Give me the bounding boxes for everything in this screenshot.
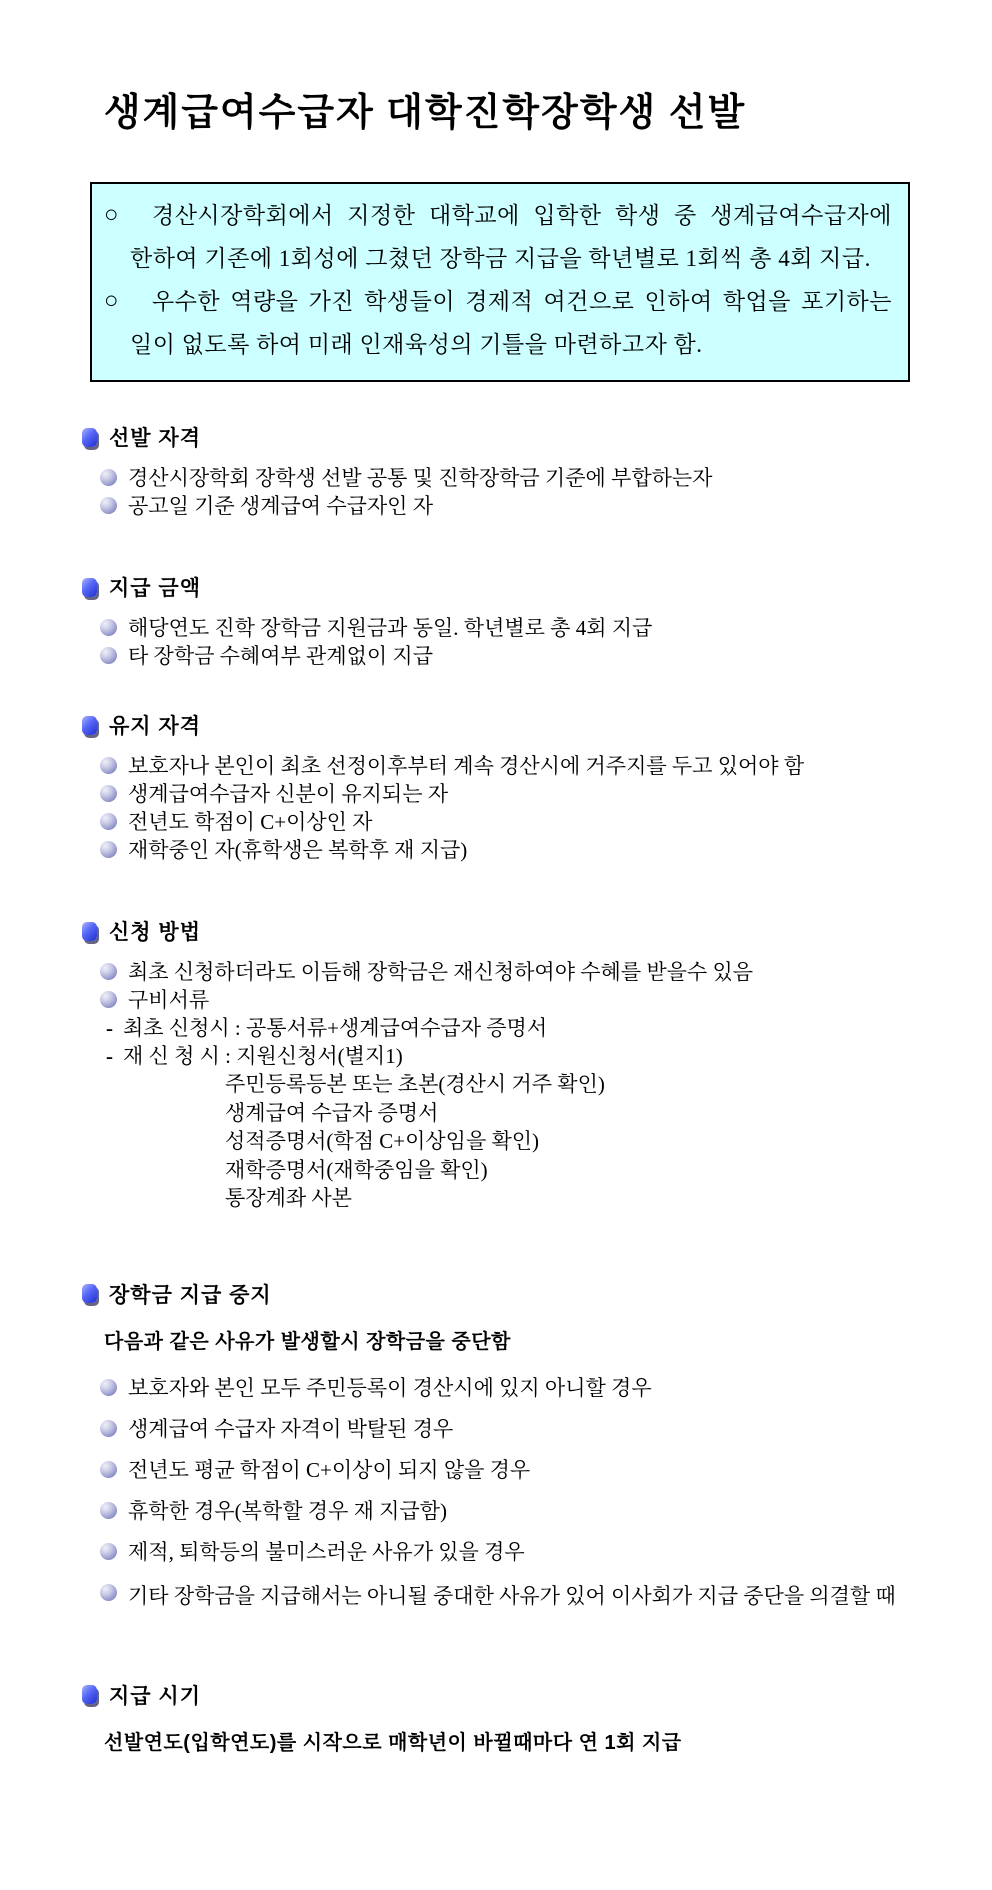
list-item-text: 재학중인 자(휴학생은 복학후 재 지급) [128,838,468,862]
list-item [100,780,910,808]
list-item-text: 생계급여수급자 신분이 유지되는 자 [128,782,449,806]
list-item [100,492,910,520]
sphere-bullet-icon [100,1461,117,1478]
section-application-method [90,916,910,1213]
list-item [100,1538,910,1566]
sphere-bullet-icon [100,469,117,486]
section-header [82,1680,910,1710]
section-title: 신청 방법 [109,921,201,944]
section-header [82,916,910,946]
sub-list-item [106,1042,910,1070]
section-title: 지급 시기 [109,1684,201,1708]
list-item [100,614,910,642]
section-title: 지급 금액 [109,577,201,600]
section-header [82,710,910,740]
sphere-bullet-icon [100,841,117,858]
section-title: 선발 자격 [109,427,201,450]
circle-bullet-icon: ○ [104,288,119,314]
list-item [100,1415,910,1443]
sub-list-item-text: 최초 신청시 : 공통서류+생계급여수급자 증명서 [123,1016,548,1040]
dash-icon: - [106,1016,113,1040]
attachment-line: 성적증명서(학점 C+이상임을 확인) [225,1129,540,1153]
list-item [100,836,910,864]
list-item-text: 최초 신청하더라도 이듬해 장학금은 재신청하여야 수혜를 받을수 있음 [128,960,754,984]
sphere-bullet-icon [100,785,117,802]
list-item-text: 보호자와 본인 모두 주민등록이 경산시에 있지 아니할 경우 [128,1375,652,1400]
section-payment-suspension [90,1279,910,1614]
attachment-line: 주민등록등본 또는 초본(경산시 거주 확인) [225,1072,605,1096]
section-square-icon [82,428,97,447]
list-item [100,1579,910,1614]
summary-highlight-box [90,182,910,382]
section-maintenance-eligibility [90,710,910,864]
section-title: 장학금 지급 중지 [109,1283,272,1307]
list-item [100,464,910,492]
dash-icon: - [106,1044,113,1068]
sphere-bullet-icon [100,619,117,636]
list-item-text: 기타 장학금을 지급해서는 아니될 중대한 사유가 있어 이사회가 지급 중단을 의결할 때 [128,1583,896,1608]
list-item [100,958,910,986]
section-header [82,572,910,602]
section-subtitle: 다음과 같은 사유가 발생할시 장학금을 중단함 [104,1330,511,1353]
section-payment-timing [90,1680,910,1755]
sphere-bullet-icon [100,647,117,664]
sphere-bullet-icon [100,1543,117,1560]
list-item-text: 해당연도 진학 장학금 지원금과 동일. 학년별로 총 4회 지급 [128,616,653,640]
sphere-bullet-icon [100,497,117,514]
page-title: 생계급여수급자 대학진학장학생 선발 [103,92,747,134]
circle-bullet-icon: ○ [104,202,119,228]
attachment-line: 생계급여 수급자 증명서 [225,1100,439,1125]
section-note: 선발연도(입학연도)를 시작으로 매학년이 바뀔때마다 연 1회 지급 [104,1731,682,1754]
section-square-icon [82,922,97,941]
list-item-text: 경산시장학회 장학생 선발 공통 및 진학장학금 기준에 부합하는자 [128,466,713,490]
sphere-bullet-icon [100,1584,117,1601]
sphere-bullet-icon [100,1379,117,1396]
sphere-bullet-icon [100,963,117,980]
list-item [100,808,910,836]
list-item [100,752,910,780]
section-header [82,422,910,452]
list-item-text: 보호자나 본인이 최초 선정이후부터 계속 경산시에 거주지를 두고 있어야 함 [128,754,805,778]
section-payment-amount [90,572,910,670]
sphere-bullet-icon [100,1420,117,1437]
sub-list-item [106,1014,910,1042]
section-square-icon [82,716,97,735]
list-item-text: 전년도 학점이 C+이상인 자 [128,810,373,834]
list-item [100,1374,910,1402]
sphere-bullet-icon [100,813,117,830]
intro-item [104,280,892,366]
list-item [100,1456,910,1484]
list-item-text: 휴학한 경우(복학할 경우 재 지급함) [128,1498,447,1523]
list-item-text: 전년도 평균 학점이 C+이상이 되지 않을 경우 [128,1457,531,1482]
attachment-line: 통장계좌 사본 [225,1186,352,1210]
list-item-text: 생계급여 수급자 자격이 박탈된 경우 [128,1416,454,1441]
intro-text: 우수한 역량을 가진 학생들이 경제적 여건으로 인하여 학업을 포기하는 일이 없도록 하여 미래 인재육성의 기틀을 마련하고자 함. [130,289,892,357]
section-title: 유지 자격 [109,715,201,738]
section-square-icon [82,1284,97,1303]
list-item-text: 제적, 퇴학등의 불미스러운 사유가 있을 경우 [128,1539,525,1564]
sphere-bullet-icon [100,757,117,774]
intro-item [104,194,892,280]
list-item-text: 타 장학금 수혜여부 관계없이 지급 [128,644,434,668]
section-header [82,1279,910,1309]
section-selection-eligibility [90,422,910,520]
list-item [100,986,910,1014]
section-square-icon [82,578,97,597]
list-item [100,642,910,670]
list-item-text: 공고일 기준 생계급여 수급자인 자 [128,494,434,518]
list-item [100,1497,910,1525]
sphere-bullet-icon [100,1502,117,1519]
sphere-bullet-icon [100,991,117,1008]
section-square-icon [82,1685,97,1704]
attachment-line: 재학증명서(재학중임을 확인) [225,1157,488,1182]
intro-text: 경산시장학회에서 지정한 대학교에 입학한 학생 중 생계급여수급자에 한하여 기존에 1회성에 그쳤던 장학금 지급을 학년별로 1회씩 총 4회 지급. [130,203,892,271]
sub-list-item-text: 재 신 청 시 : 지원신청서(별지1) [123,1044,403,1068]
list-item-text: 구비서류 [128,988,210,1012]
